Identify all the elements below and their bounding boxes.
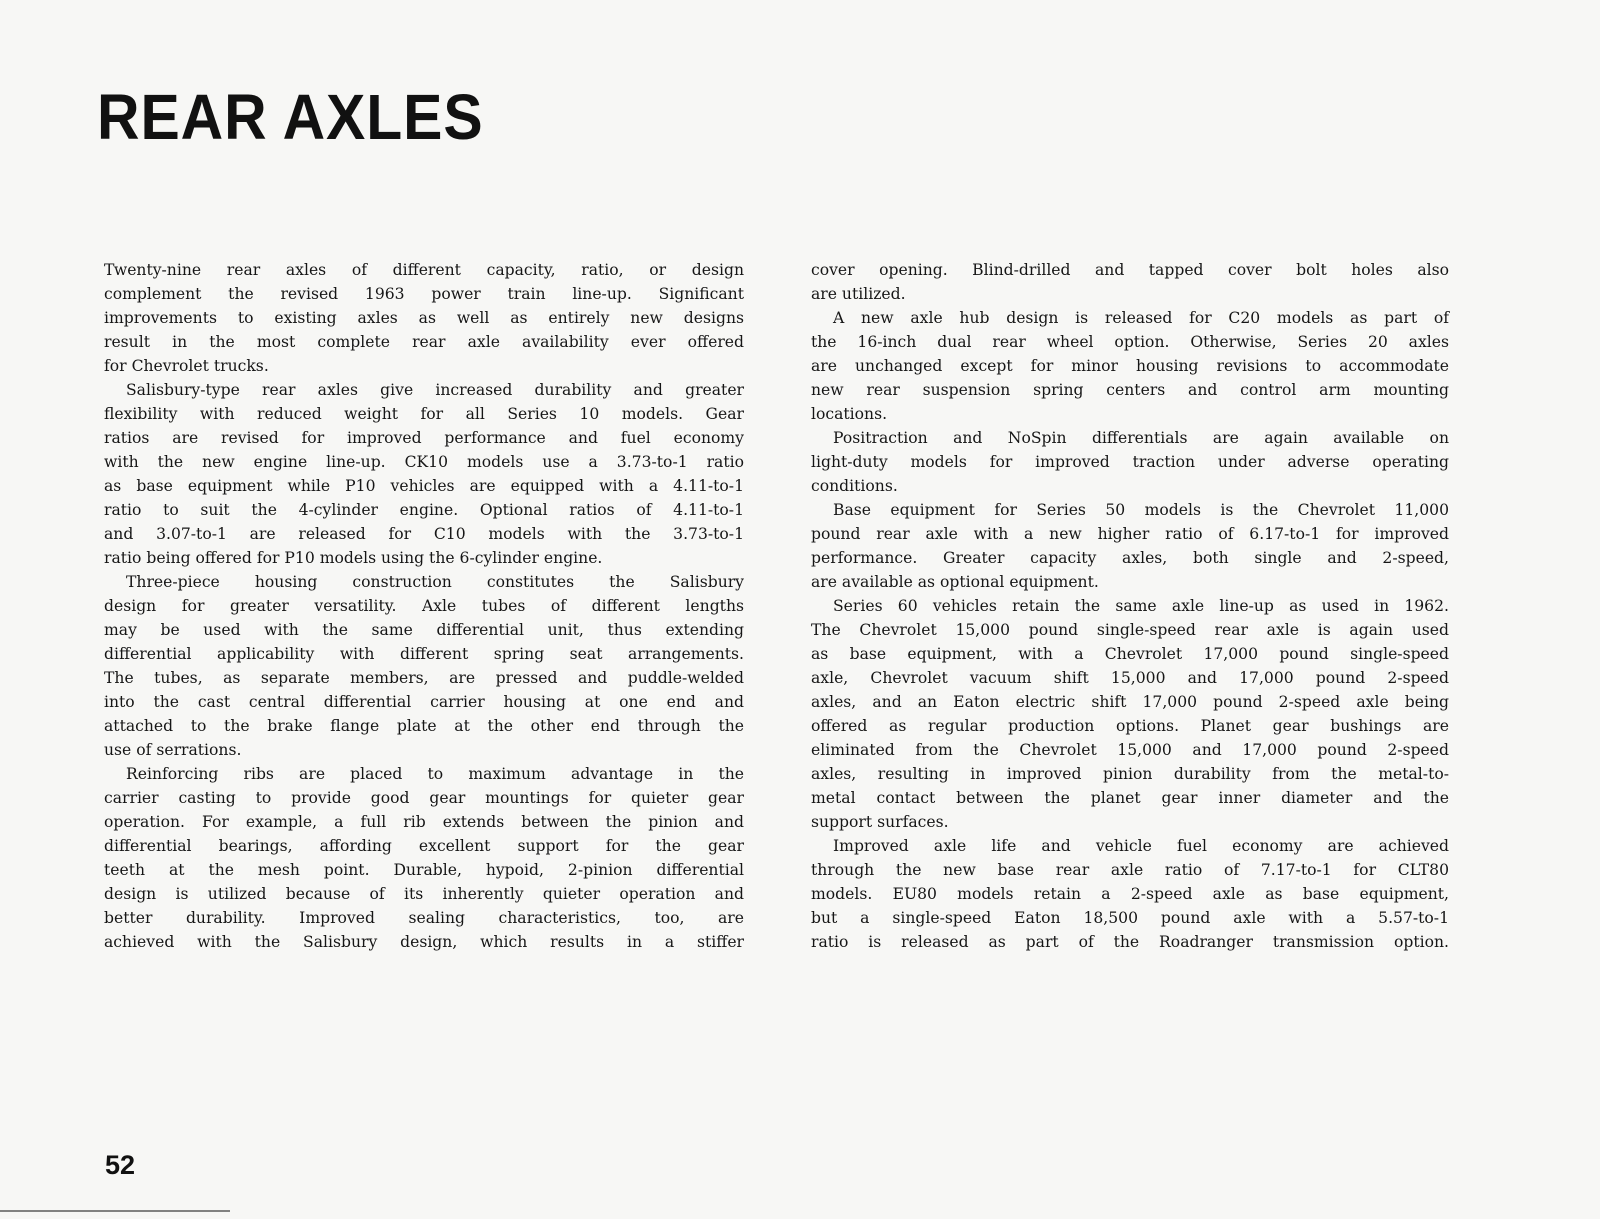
text-line: attached to the brake flange plate at the other end through the: [104, 717, 744, 735]
text-line: support surfaces.: [811, 813, 949, 831]
text-line: axles, and an Eaton electric shift 17,000 pound 2-speed axle being: [811, 693, 1449, 711]
paragraph: [811, 498, 1449, 594]
text-line: metal contact between the planet gear inner diameter and the: [811, 789, 1449, 807]
text-line: design for greater versatility. Axle tubes of different lengths: [104, 597, 744, 615]
text-line: carrier casting to provide good gear mountings for quieter gear: [104, 789, 744, 807]
text-line: offered as regular production options. Planet gear bushings are: [811, 717, 1449, 735]
paragraph: [104, 570, 744, 762]
text-line: but a single-speed Eaton 18,500 pound axle with a 5.57-to-1: [811, 909, 1449, 927]
text-line: pound rear axle with a new higher ratio of 6.17-to-1 for improved: [811, 525, 1449, 543]
text-line: Twenty-nine rear axles of different capacity, ratio, or design: [104, 261, 744, 279]
paragraph: [811, 258, 1449, 306]
text-line: with the new engine line-up. CK10 models use a 3.73-to-1 ratio: [104, 453, 744, 471]
text-line: The Chevrolet 15,000 pound single-speed rear axle is again used: [811, 621, 1449, 639]
text-line: better durability. Improved sealing characteristics, too, are: [104, 909, 744, 927]
text-line: light-duty models for improved traction under adverse operating: [811, 453, 1449, 471]
text-line: through the new base rear axle ratio of 7.17-to-1 for CLT80: [811, 861, 1449, 879]
text-line: result in the most complete rear axle availability ever offered: [104, 333, 744, 351]
text-line: Improved axle life and vehicle fuel economy are achieved: [833, 837, 1449, 855]
text-line: performance. Greater capacity axles, both single and 2-speed,: [811, 549, 1449, 567]
paragraph: [811, 426, 1449, 498]
text-line: complement the revised 1963 power train line-up. Significant: [104, 285, 744, 303]
text-line: and 3.07-to-1 are released for C10 models with the 3.73-to-1: [104, 525, 744, 543]
paragraph: [104, 762, 744, 954]
text-line: flexibility with reduced weight for all Series 10 models. Gear: [104, 405, 744, 423]
text-column-left: [104, 258, 744, 954]
text-line: improvements to existing axles as well as entirely new designs: [104, 309, 744, 327]
text-line: Salisbury-type rear axles give increased durability and greater: [126, 381, 744, 399]
text-line: axle, Chevrolet vacuum shift 15,000 and 17,000 pound 2-speed: [811, 669, 1449, 687]
text-line: Series 60 vehicles retain the same axle line-up as used in 1962.: [833, 597, 1449, 615]
page-title: REAR AXLES: [97, 81, 484, 153]
paragraph: [811, 306, 1449, 426]
text-line: cover opening. Blind-drilled and tapped cover bolt holes also: [811, 261, 1449, 279]
text-line: Reinforcing ribs are placed to maximum advantage in the: [126, 765, 744, 783]
text-line: Base equipment for Series 50 models is the Chevrolet 11,000: [833, 501, 1449, 519]
text-line: teeth at the mesh point. Durable, hypoid, 2-pinion differential: [104, 861, 744, 879]
text-line: differential bearings, affording excellent support for the gear: [104, 837, 744, 855]
text-line: are utilized.: [811, 285, 906, 303]
text-line: Positraction and NoSpin differentials are again available on: [833, 429, 1449, 447]
text-line: are unchanged except for minor housing revisions to accommodate: [811, 357, 1449, 375]
text-line: design is utilized because of its inherently quieter operation and: [104, 885, 744, 903]
text-line: achieved with the Salisbury design, which results in a stiffer: [104, 933, 744, 951]
text-line: into the cast central differential carrier housing at one end and: [104, 693, 744, 711]
text-line: as base equipment while P10 vehicles are equipped with a 4.11-to-1: [104, 477, 744, 495]
text-line: are available as optional equipment.: [811, 573, 1099, 591]
text-line: The tubes, as separate members, are pressed and puddle-welded: [104, 669, 744, 687]
paragraph: [104, 378, 744, 570]
text-line: may be used with the same differential unit, thus extending: [104, 621, 744, 639]
text-line: ratio to suit the 4-cylinder engine. Optional ratios of 4.11-to-1: [104, 501, 744, 519]
page-number: 52: [105, 1150, 136, 1180]
text-line: operation. For example, a full rib extends between the pinion and: [104, 813, 744, 831]
text-line: models. EU80 models retain a 2-speed axle as base equipment,: [811, 885, 1449, 903]
text-line: new rear suspension spring centers and control arm mounting: [811, 381, 1449, 399]
text-line: ratio being offered for P10 models using the 6-cylinder engine.: [104, 549, 603, 567]
text-line: axles, resulting in improved pinion durability from the metal-to-: [811, 765, 1449, 783]
text-line: conditions.: [811, 477, 898, 495]
text-line: use of serrations.: [104, 741, 242, 759]
text-line: locations.: [811, 405, 888, 423]
text-line: ratios are revised for improved performance and fuel economy: [104, 429, 744, 447]
text-line: as base equipment, with a Chevrolet 17,000 pound single-speed: [811, 645, 1449, 663]
text-line: eliminated from the Chevrolet 15,000 and 17,000 pound 2-speed: [811, 741, 1449, 759]
paragraph: [811, 834, 1449, 954]
bottom-rule: [0, 1210, 230, 1212]
text-line: ratio is released as part of the Roadranger transmission option.: [811, 933, 1449, 951]
text-line: the 16-inch dual rear wheel option. Otherwise, Series 20 axles: [811, 333, 1449, 351]
paragraph: [104, 258, 744, 378]
paragraph: [811, 594, 1449, 834]
text-line: Three-piece housing construction constitutes the Salisbury: [126, 573, 744, 591]
text-line: differential applicability with different spring seat arrangements.: [104, 645, 744, 663]
text-column-right: [811, 258, 1449, 954]
text-line: A new axle hub design is released for C20 models as part of: [833, 309, 1449, 327]
text-line: for Chevrolet trucks.: [104, 357, 269, 375]
